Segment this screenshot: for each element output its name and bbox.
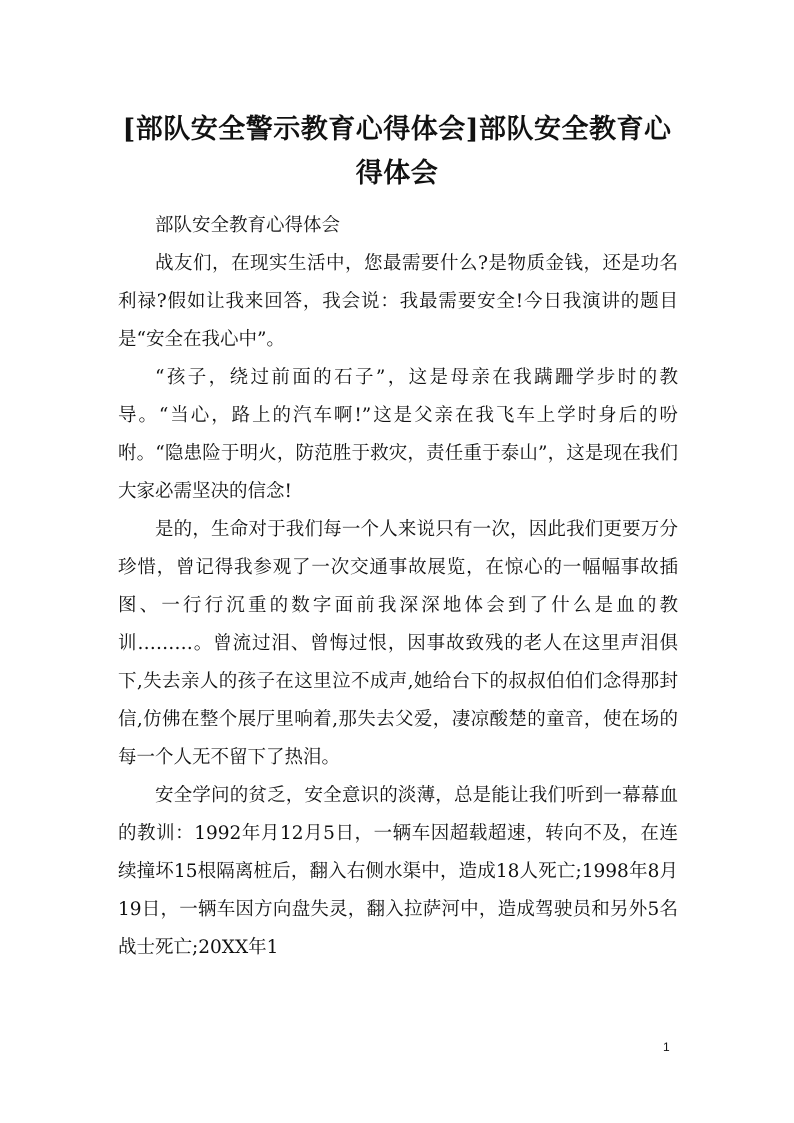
paragraph-heading: 部队安全教育心得体会 (155, 215, 341, 236)
paragraph: 是的，生命对于我们每一个人来说只有一次，因此我们更要万分珍惜，曾记得我参观了一次交通事故展览，在惊心的一幅幅事故插图、一行行沉重的数字面前我深深地体会到了什么是血的教训………。曾流过泪、曾悔过恨，因事故致残的老人在这里声泪俱下,失去亲人的孩子在这里泣不成声,她给台下的叔叔伯伯们念得那封信,仿佛在整个展厅里响着,那失去父爱，凄凉酸楚的童音，使在场的每一个人无不留下了热泪。 (118, 519, 678, 768)
document-body (118, 207, 678, 967)
page-number: 1 (663, 1040, 670, 1054)
paragraph: “孩子，绕过前面的石子”，这是母亲在我蹒跚学步时的教导。“当心，路上的汽车啊!”这是父亲在我飞车上学时身后的吩咐。“隐患险于明火，防范胜于救灾，责任重于泰山”，这是现在我们大家必需坚决的信念! (118, 367, 678, 502)
paragraph: 战友们，在现实生活中，您最需要什么?是物质金钱，还是功名利禄?假如让我来回答，我会说：我最需要安全!今日我演讲的题目是“安全在我心中”。 (118, 253, 678, 350)
paragraph: 安全学问的贫乏，安全意识的淡薄，总是能让我们听到一幕幕血的教训：1992年月12月5日，一辆车因超载超速，转向不及，在连续撞坏15根隔离桩后，翻入右侧水渠中，造成18人死亡;1998年8月19日，一辆车因方向盘失灵，翻入拉萨河中，造成驾驶员和另外5名战士死亡;20XX年1 (118, 785, 678, 958)
document-title: [部队安全警示教育心得体会]部队安全教育心得体会 (122, 114, 672, 189)
